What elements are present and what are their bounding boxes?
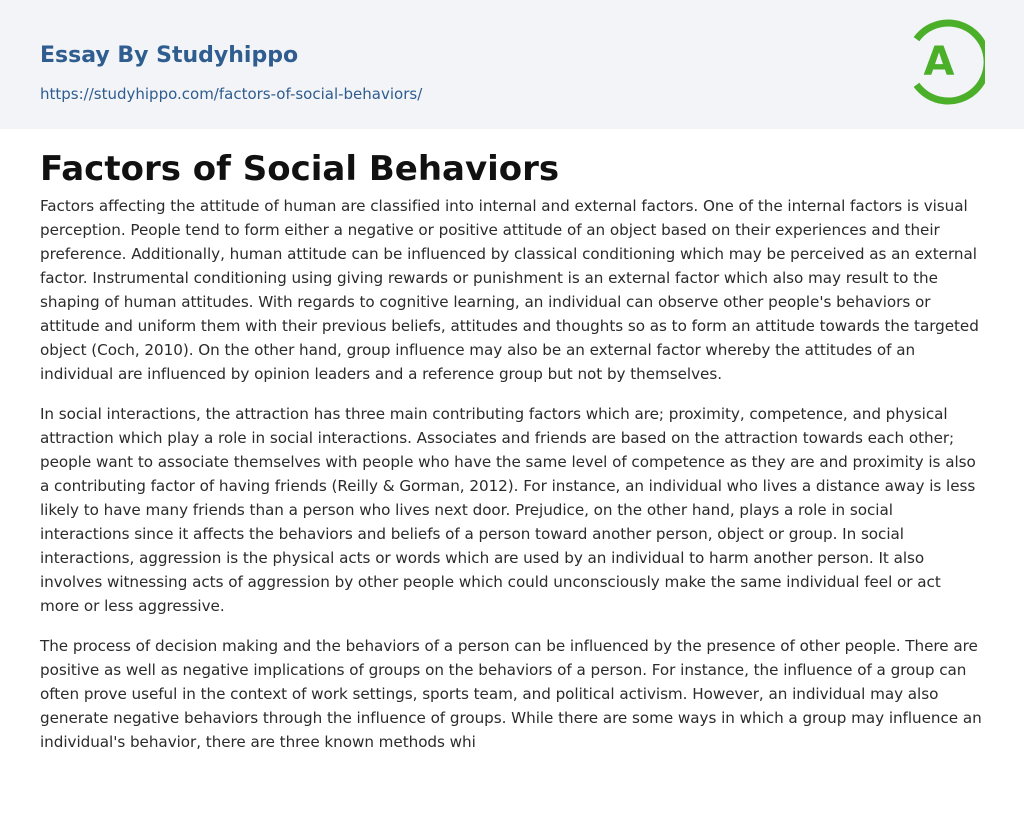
article-paragraph: In social interactions, the attraction has three main contributing factors which are; proximity, competence, and physical attraction which play a role in social interactions. Associates and friends are based on the attraction towards each other; people want to associate themselves with people who have the same level of competence as they are and proximity is also a contributing factor of having friends (Reilly & Gorman, 2012). For instance, an individual who lives a distance away is less likely to have many friends than a person who lives next door. Prejudice, on the other hand, plays a role in social interactions since it affects the behaviors and beliefs of a person toward another person, object or group. In social interactions, aggression is the physical acts or words which are used by an individual to harm another person. It also involves witnessing acts of aggression by other people which could unconsciously make the same individual feel or act more or less aggressive. bbox=[40, 405, 976, 615]
article-paragraph: Factors affecting the attitude of human are classified into internal and external factors. One of the internal factors is visual perception. People tend to form either a negative or positive attitude of an object based on their experiences and their preference. Additionally, human attitude can be influenced by classical conditioning which may be perceived as an external factor. Instrumental conditioning using giving rewards or punishment is an external factor which also may result to the shaping of human attitudes. With regards to cognitive learning, an individual can observe other people's behaviors or attitude and uniform them with their previous beliefs, attitudes and thoughts so as to form an attitude towards the targeted object (Coch, 2010). On the other hand, group influence may also be an external factor whereby the attitudes of an individual are influenced by opinion leaders and a reference group but not by themselves. bbox=[40, 197, 979, 383]
logo-letter: A bbox=[923, 39, 955, 85]
site-header bbox=[0, 0, 1024, 129]
article-body bbox=[40, 129, 984, 754]
article-paragraph: The process of decision making and the behaviors of a person can be influenced by the presence of other people. There are positive as well as negative implications of groups on the behaviors of a person. For instance, the influence of a group can often prove useful in the context of work settings, sports team, and political activism. However, an individual may also generate negative behaviors through the influence of groups. While there are some ways in which a group may influence an individual's behavior, there are three known methods whi bbox=[40, 637, 982, 751]
studyhippo-logo-icon[interactable] bbox=[913, 19, 985, 105]
site-brand[interactable]: Essay By Studyhippo bbox=[40, 43, 299, 68]
article-url-link[interactable]: https://studyhippo.com/factors-of-social-behaviors/ bbox=[40, 85, 423, 103]
page-title: Factors of Social Behaviors bbox=[40, 149, 560, 189]
